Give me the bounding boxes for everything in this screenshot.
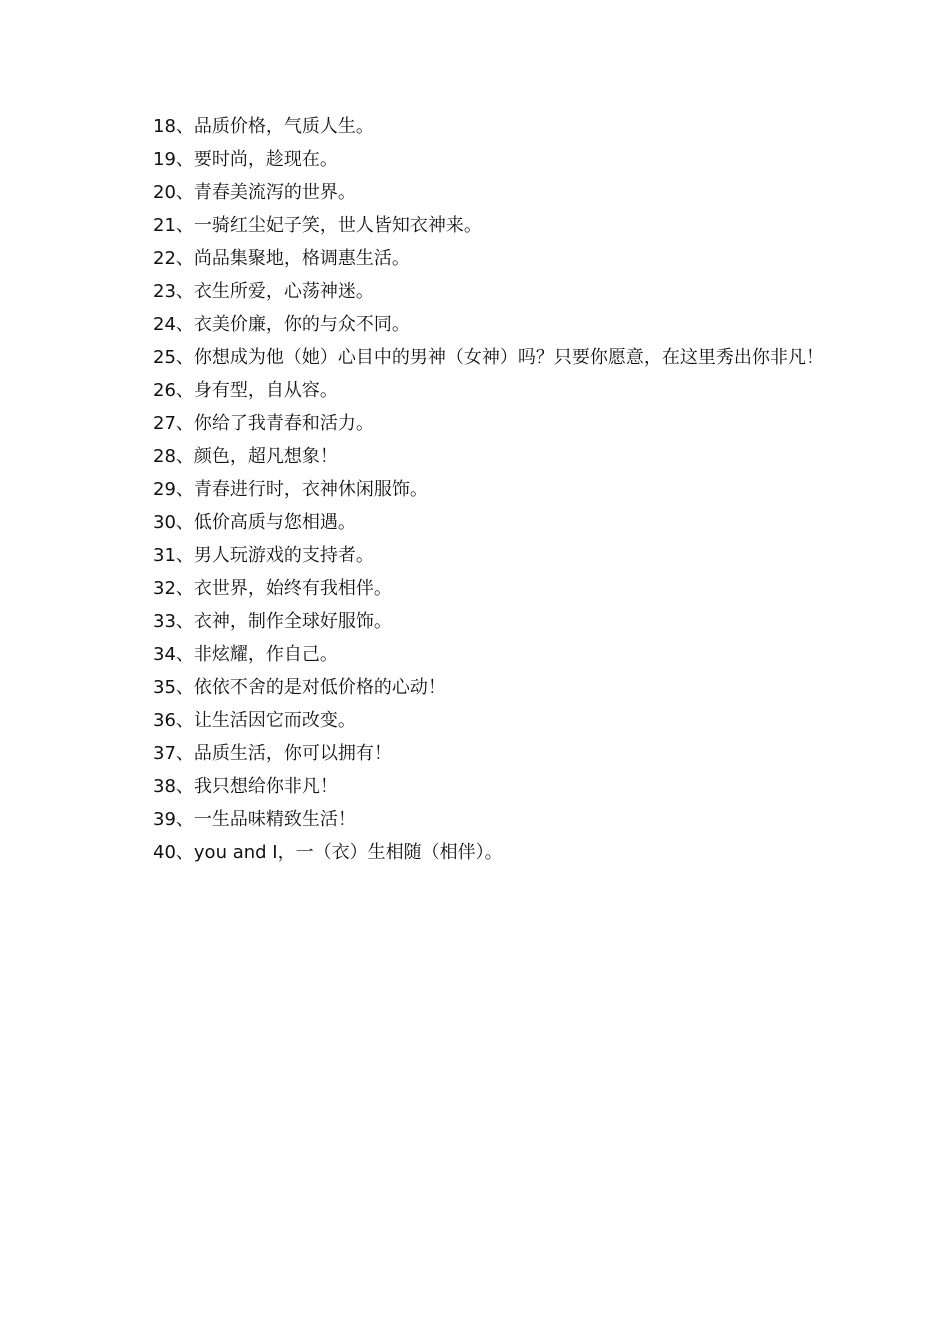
list-item: 39、一生品味精致生活！ — [153, 809, 356, 830]
list-item: 37、品质生活，你可以拥有！ — [153, 743, 392, 764]
list-item: 19、要时尚，趁现在。 — [153, 149, 338, 170]
list-item: 38、我只想给你非凡！ — [153, 776, 338, 797]
list-item: 25、你想成为他（她）心目中的男神（女神）吗？只要你愿意，在这里秀出你非凡！ — [153, 347, 824, 368]
list-item: 21、一骑红尘妃子笑，世人皆知衣神来。 — [153, 215, 482, 236]
list-item: 32、衣世界，始终有我相伴。 — [153, 578, 392, 599]
list-item: 18、品质价格，气质人生。 — [153, 116, 374, 137]
list-item: 24、衣美价廉，你的与众不同。 — [153, 314, 410, 335]
list-item: 27、你给了我青春和活力。 — [153, 413, 374, 434]
list-item: 40、you and I，一（衣）生相随（相伴）。 — [153, 842, 503, 863]
slogan-list — [114, 110, 834, 869]
list-item: 33、衣神，制作全球好服饰。 — [153, 611, 392, 632]
list-item: 31、男人玩游戏的支持者。 — [153, 545, 374, 566]
list-item: 30、低价高质与您相遇。 — [153, 512, 356, 533]
list-item: 23、衣生所爱，心荡神迷。 — [153, 281, 374, 302]
list-item: 28、颜色，超凡想象！ — [153, 446, 338, 467]
list-item: 20、青春美流泻的世界。 — [153, 182, 356, 203]
list-item: 22、尚品集聚地，格调惠生活。 — [153, 248, 410, 269]
list-item: 35、依依不舍的是对低价格的心动！ — [153, 677, 446, 698]
list-item: 29、青春进行时，衣神休闲服饰。 — [153, 479, 428, 500]
list-item: 26、身有型，自从容。 — [153, 380, 338, 401]
list-item: 36、让生活因它而改变。 — [153, 710, 356, 731]
list-item: 34、非炫耀，作自己。 — [153, 644, 338, 665]
